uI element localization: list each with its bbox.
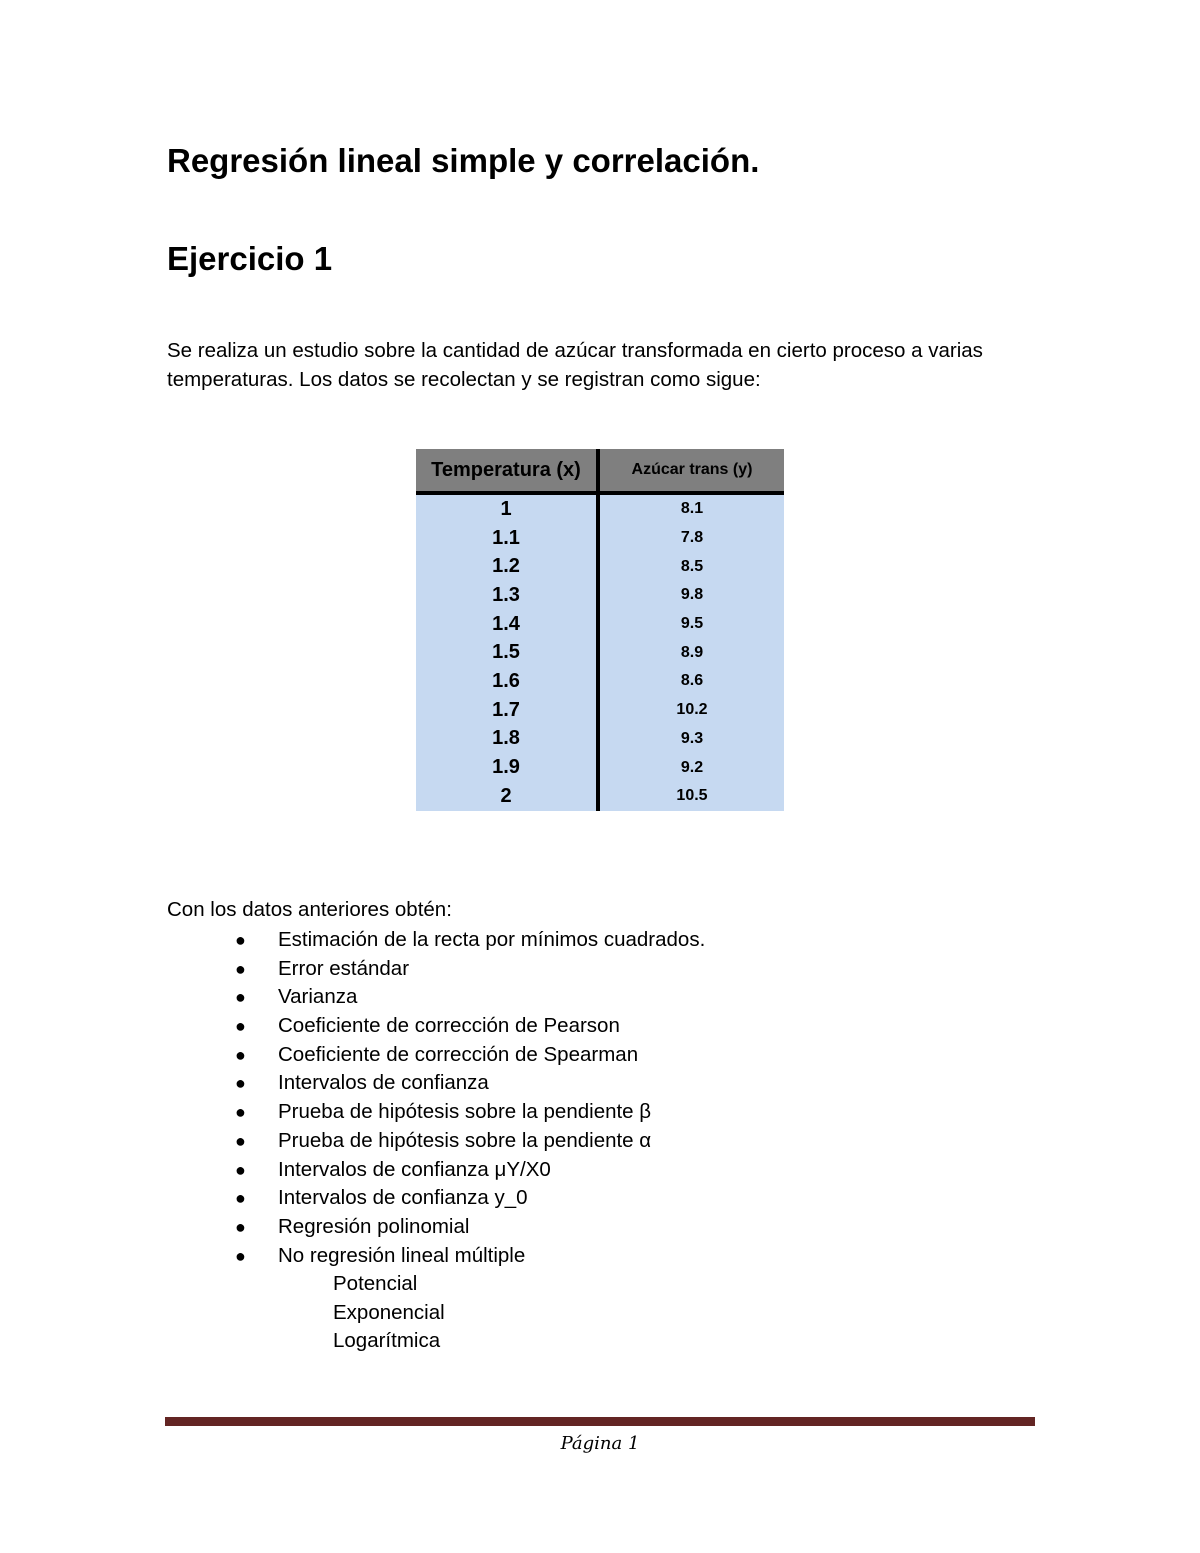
table-row: [416, 782, 784, 811]
temperature-cell: 1.4: [416, 610, 598, 639]
data-table: [416, 449, 784, 811]
task-label: Prueba de hipótesis sobre la pendiente α: [278, 1128, 652, 1152]
task-label: Prueba de hipótesis sobre la pendiente β: [278, 1100, 652, 1124]
bullet-icon: ●: [235, 1044, 246, 1065]
bullet-icon: ●: [235, 1188, 246, 1209]
bullet-icon: ●: [235, 930, 246, 950]
table-body: [416, 493, 784, 811]
bullet-icon: ●: [235, 1216, 246, 1237]
table-row: [416, 552, 784, 581]
tasks-intro: Con los datos anteriores obtén:: [167, 898, 452, 921]
subtask-item: Exponencial: [333, 1300, 445, 1324]
bullet-icon: ●: [235, 1245, 246, 1266]
sugar-cell: 9.5: [598, 610, 784, 639]
temperature-cell: 1: [416, 493, 598, 524]
temperature-cell: 1.8: [416, 725, 598, 754]
sugar-cell: 9.8: [598, 581, 784, 610]
subtask-item: Potencial: [333, 1272, 418, 1295]
table-row: [416, 667, 784, 696]
task-label: Intervalos de confianza μY/X0: [278, 1157, 551, 1181]
sugar-cell: 10.5: [598, 782, 784, 811]
temperature-cell: 1.3: [416, 581, 598, 610]
temperature-cell: 1.9: [416, 753, 598, 782]
task-label: Coeficiente de corrección de Pearson: [278, 1014, 620, 1038]
table-row: [416, 725, 784, 754]
table-row: [416, 753, 784, 782]
sugar-cell: 7.8: [598, 524, 784, 553]
sugar-cell: 8.1: [598, 493, 784, 524]
temperature-cell: 1.6: [416, 667, 598, 696]
task-label: Varianza: [278, 985, 358, 1009]
temperature-cell: 1.7: [416, 696, 598, 725]
subtask-list: [333, 1270, 445, 1356]
table-header-row: [416, 449, 784, 493]
task-label: No regresión lineal múltiple: [278, 1243, 526, 1267]
intro-paragraph: Se realiza un estudio sobre la cantidad de azúcar transformada en cierto proceso a varias temperaturas. Los datos se recolectan y se registran como sigue:: [167, 339, 983, 391]
sugar-cell: 9.2: [598, 753, 784, 782]
bullet-icon: ●: [235, 958, 246, 979]
bullet-icon: ●: [235, 1102, 246, 1123]
task-label: Error estándar: [278, 956, 410, 980]
bullet-icon: ●: [235, 1130, 246, 1151]
subtask-item: Logarítmica: [333, 1329, 441, 1353]
exercise-heading: Ejercicio 1: [167, 240, 333, 277]
sugar-cell: 8.6: [598, 667, 784, 696]
header-temperature: Temperatura (x): [416, 449, 598, 493]
temperature-cell: 2: [416, 782, 598, 811]
temperature-cell: 1.5: [416, 638, 598, 667]
table-row: [416, 581, 784, 610]
table-row: [416, 696, 784, 725]
bullet-icon: ●: [235, 1159, 246, 1180]
table-row: [416, 610, 784, 639]
bullet-icon: ●: [235, 1073, 246, 1094]
table-row: [416, 524, 784, 553]
sugar-cell: 8.9: [598, 638, 784, 667]
task-label: Estimación de la recta por mínimos cuadrados.: [278, 928, 706, 951]
bullet-icon: ●: [235, 987, 246, 1008]
page-number: Página 1: [560, 1433, 640, 1454]
bullet-icon: ●: [235, 1016, 246, 1037]
header-sugar: Azúcar trans (y): [598, 449, 784, 493]
sugar-cell: 8.5: [598, 552, 784, 581]
temperature-cell: 1.2: [416, 552, 598, 581]
sugar-cell: 9.3: [598, 725, 784, 754]
task-label: Regresión polinomial: [278, 1214, 470, 1238]
sugar-cell: 10.2: [598, 696, 784, 725]
task-label: Coeficiente de corrección de Spearman: [278, 1042, 639, 1066]
table-row: [416, 493, 784, 524]
table-row: [416, 638, 784, 667]
document-title: Regresión lineal simple y correlación.: [167, 142, 760, 179]
task-label: Intervalos de confianza y_0: [278, 1186, 528, 1210]
footer-rule: [165, 1417, 1035, 1426]
task-label: Intervalos de confianza: [278, 1071, 489, 1095]
temperature-cell: 1.1: [416, 524, 598, 553]
